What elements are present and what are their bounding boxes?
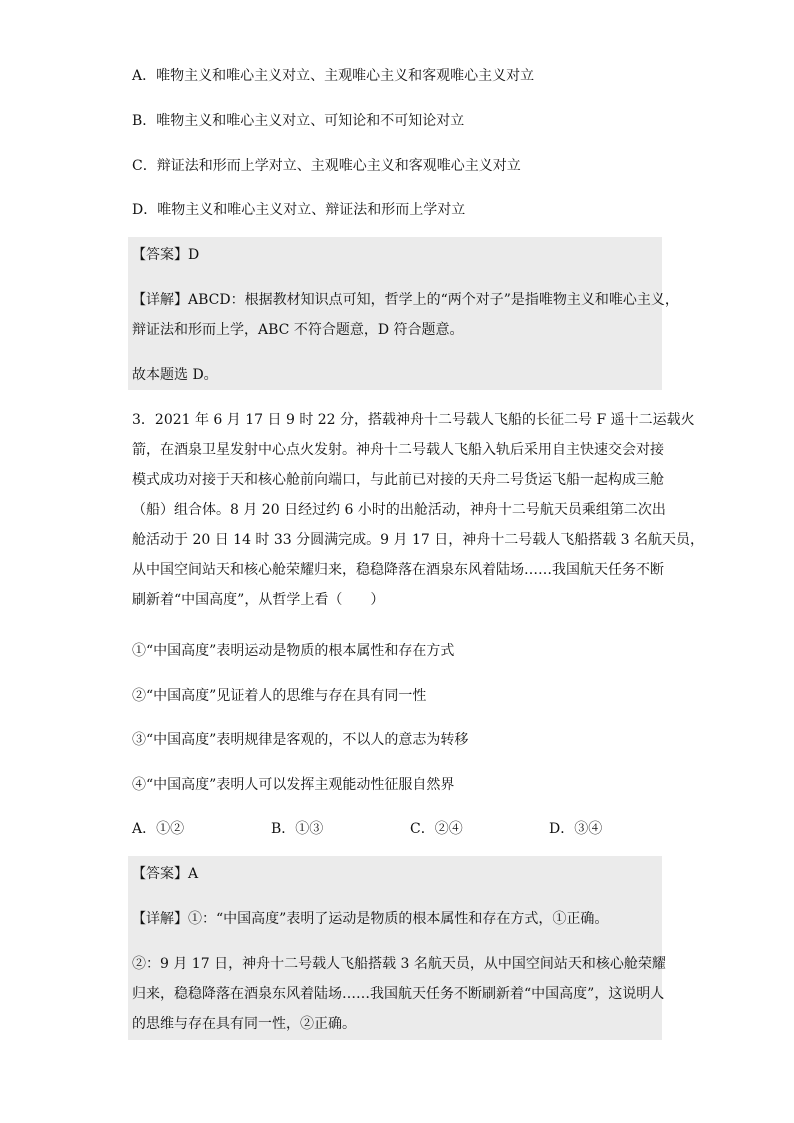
- answer-label: 【答案】D: [132, 247, 200, 263]
- choice-b: B．①③: [271, 821, 324, 837]
- question-stem-line: （船）组合体。8 月 20 日经过约 6 小时的出舱活动，神舟十二号航天员乘组第二次出: [132, 502, 666, 518]
- detail-text: 归来，稳稳降落在酒泉东风着陆场……我国航天任务不断刷新着“中国高度”，这说明人: [132, 986, 665, 1002]
- question-stem-line: 3．2021 年 6 月 17 日 9 时 22 分，搭载神舟十二号载人飞船的长征二号 F 遥十二运载火: [132, 412, 695, 428]
- detail-text: ②：9 月 17 日，神舟十二号载人飞船搭载 3 名航天员，从中国空间站天和核心舱荣耀: [132, 956, 666, 972]
- choice-a: A．①②: [132, 821, 185, 837]
- detail-text: 的思维与存在具有同一性，②正确。: [132, 1016, 356, 1032]
- question-stem-line: 刷新着“中国高度”，从哲学上看（ ）: [132, 592, 385, 608]
- answer-label: 【答案】A: [132, 866, 199, 882]
- option-d: D．唯物主义和唯心主义对立、辩证法和形而上学对立: [132, 202, 466, 218]
- answer-block-q3: [128, 856, 665, 1040]
- statement-1: ①“中国高度”表明运动是物质的根本属性和存在方式: [132, 643, 455, 659]
- statement-3: ③“中国高度”表明规律是客观的，不以人的意志为转移: [132, 732, 469, 748]
- detail-text: 【详解】①：“中国高度”表明了运动是物质的根本属性和存在方式，①正确。: [132, 911, 609, 927]
- choice-d: D．③④: [549, 821, 603, 837]
- conclusion-text: 故本题选 D。: [132, 367, 218, 383]
- choice-c: C．②④: [410, 821, 463, 837]
- detail-text: 【详解】ABCD：根据教材知识点可知，哲学上的“两个对子”是指唯物主义和唯心主义，: [132, 292, 679, 308]
- question-stem-line: 箭，在酒泉卫星发射中心点火发射。神舟十二号载人飞船入轨后采用自主快速交会对接: [132, 442, 664, 458]
- question-stem-line: 模式成功对接于天和核心舱前向端口，与此前已对接的天舟二号货运飞船一起构成三舱: [132, 472, 664, 488]
- detail-text: 辩证法和形而上学，ABC 不符合题意，D 符合题意。: [132, 322, 464, 338]
- statement-2: ②“中国高度”见证着人的思维与存在具有同一性: [132, 688, 427, 704]
- option-c: C．辩证法和形而上学对立、主观唯心主义和客观唯心主义对立: [132, 158, 521, 174]
- option-a: A．唯物主义和唯心主义对立、主观唯心主义和客观唯心主义对立: [132, 68, 535, 84]
- question-stem-line: 舱活动于 20 日 14 时 33 分圆满完成。9 月 17 日，神舟十二号载人飞船搭载 3 名航天员，: [132, 532, 705, 548]
- question-stem-line: 从中国空间站天和核心舱荣耀归来，稳稳降落在酒泉东风着陆场……我国航天任务不断: [132, 562, 664, 578]
- option-b: B．唯物主义和唯心主义对立、可知论和不可知论对立: [132, 113, 465, 129]
- statement-4: ④“中国高度”表明人可以发挥主观能动性征服自然界: [132, 777, 455, 793]
